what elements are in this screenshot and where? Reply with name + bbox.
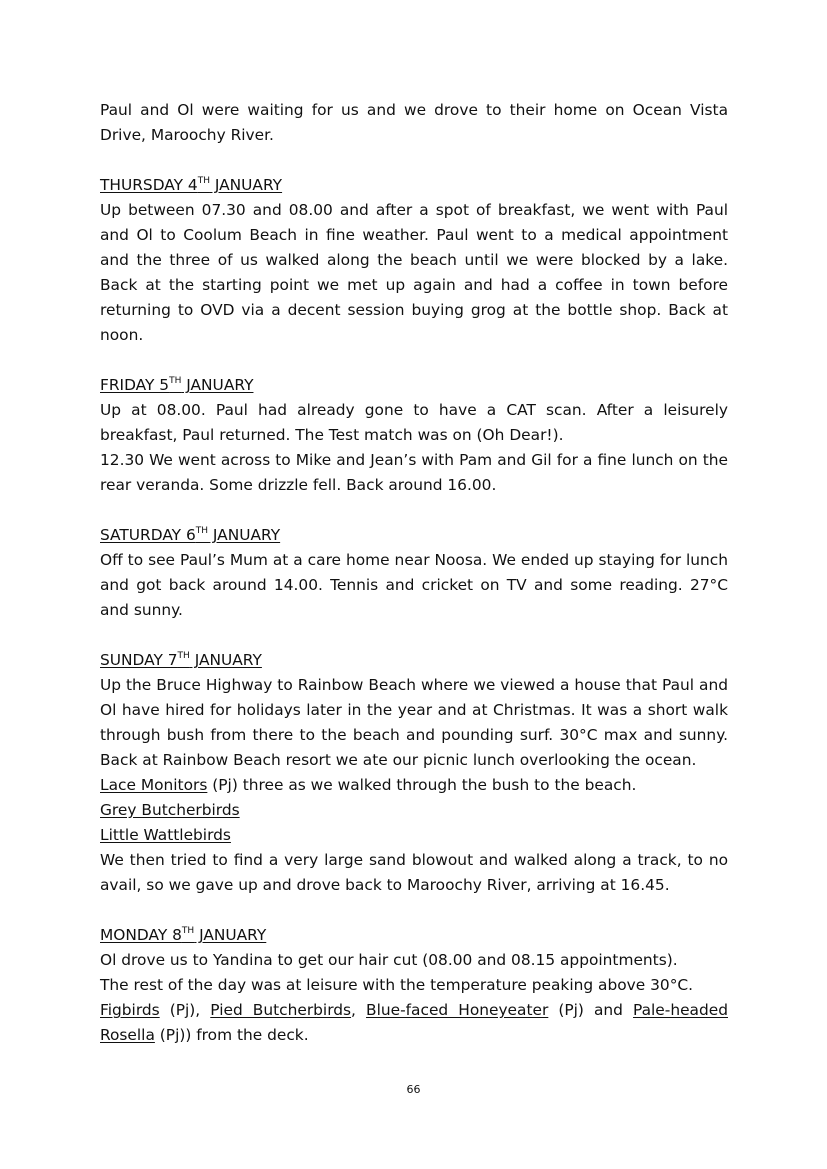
heading-friday-day: FRIDAY 5 [100, 376, 170, 394]
heading-monday-day: MONDAY 8 [100, 926, 182, 944]
heading-saturday-sup: TH [195, 525, 209, 536]
heading-friday-sup: TH [169, 375, 182, 386]
species-pale-headed-rosella: Pale-headed Rosella [100, 1001, 728, 1044]
entry-thursday-body: Up between 07.30 and 08.00 and after a spot of breakfast, we went with Paul and Ol to Coolum Beach in fine weather. Paul went to a medical appointment and the three of us walked along the beach until we were blocked by a lake. Back at the starting point we met up again and had a coffee in town before returning to OVD via a decent session buying grog at the bottle shop. Back at noon. [100, 201, 728, 344]
species-lace-monitors: Lace Monitors [100, 776, 208, 794]
heading-friday-month: JANUARY [181, 376, 254, 394]
sighting-note: (Pj) three as we walked through the bush to the beach. [207, 776, 637, 794]
sighting-note: (Pj) and [548, 1001, 634, 1019]
species-grey-butcherbirds: Grey Butcherbirds [100, 801, 240, 819]
sighting-line [100, 823, 728, 848]
entry-sunday-body: Up the Bruce Highway to Rainbow Beach where we viewed a house that Paul and Ol have hired for holidays later in the year and at Christmas. It was a short walk through bush from there to the beach and pounding surf. 30°C max and sunny. Back at Rainbow Beach resort we ate our picnic lunch overlooking the ocean. [100, 676, 728, 769]
entry-friday-body-2: 12.30 We went across to Mike and Jean’s with Pam and Gil for a fine lunch on the rear veranda. Some drizzle fell. Back around 16.00. [100, 451, 728, 494]
sighting-line [100, 773, 728, 798]
heading-saturday-day: SATURDAY 6 [100, 526, 196, 544]
heading-thursday [100, 173, 728, 198]
sighting-note: (Pj), [159, 1001, 211, 1019]
sighting-line [100, 798, 728, 823]
sighting-note: (Pj)) from the deck. [154, 1026, 309, 1044]
heading-sunday [100, 648, 728, 673]
heading-thursday-day: THURSDAY 4 [100, 176, 198, 194]
species-little-wattlebirds: Little Wattlebirds [100, 826, 231, 844]
heading-monday-sup: TH [181, 925, 195, 936]
heading-sunday-sup: TH [177, 650, 190, 661]
heading-sunday-day: SUNDAY 7 [100, 651, 178, 669]
sighting-note: , [351, 1001, 367, 1019]
spacer [100, 348, 728, 373]
spacer [100, 148, 728, 173]
heading-monday-month: JANUARY [194, 926, 267, 944]
entry-monday-body-2: The rest of the day was at leisure with the temperature peaking above 30°C. [100, 976, 694, 994]
heading-friday [100, 373, 728, 398]
heading-sunday-month: JANUARY [189, 651, 262, 669]
species-figbirds: Figbirds [100, 1001, 160, 1019]
species-pied-butcherbirds: Pied Butcherbirds [210, 1001, 352, 1019]
heading-saturday [100, 523, 728, 548]
entry-saturday-body: Off to see Paul’s Mum at a care home near Noosa. We ended up staying for lunch and got back around 14.00. Tennis and cricket on TV and some reading. 27°C and sunny. [100, 551, 728, 619]
spacer [100, 498, 728, 523]
species-blue-faced-honeyeater: Blue-faced Honeyeater [366, 1001, 549, 1019]
heading-monday [100, 923, 728, 948]
spacer [100, 898, 728, 923]
diary-page [100, 98, 728, 1048]
entry-friday-body-1: Up at 08.00. Paul had already gone to have a CAT scan. After a leisurely breakfast, Paul returned. The Test match was on (Oh Dear!). [100, 401, 728, 444]
entry-monday-sightings [100, 998, 728, 1048]
heading-saturday-month: JANUARY [208, 526, 281, 544]
intro-paragraph: Paul and Ol were waiting for us and we drove to their home on Ocean Vista Drive, Maroochy River. [100, 101, 728, 144]
heading-thursday-sup: TH [197, 175, 210, 186]
spacer [100, 623, 728, 648]
page-number: 66 [406, 1083, 421, 1096]
entry-sunday-body-2: We then tried to find a very large sand blowout and walked along a track, to no avail, so we gave up and drove back to Maroochy River, arriving at 16.45. [100, 851, 728, 894]
heading-thursday-month: JANUARY [209, 176, 283, 194]
entry-monday-body-1: Ol drove us to Yandina to get our hair cut (08.00 and 08.15 appointments). [100, 951, 678, 969]
